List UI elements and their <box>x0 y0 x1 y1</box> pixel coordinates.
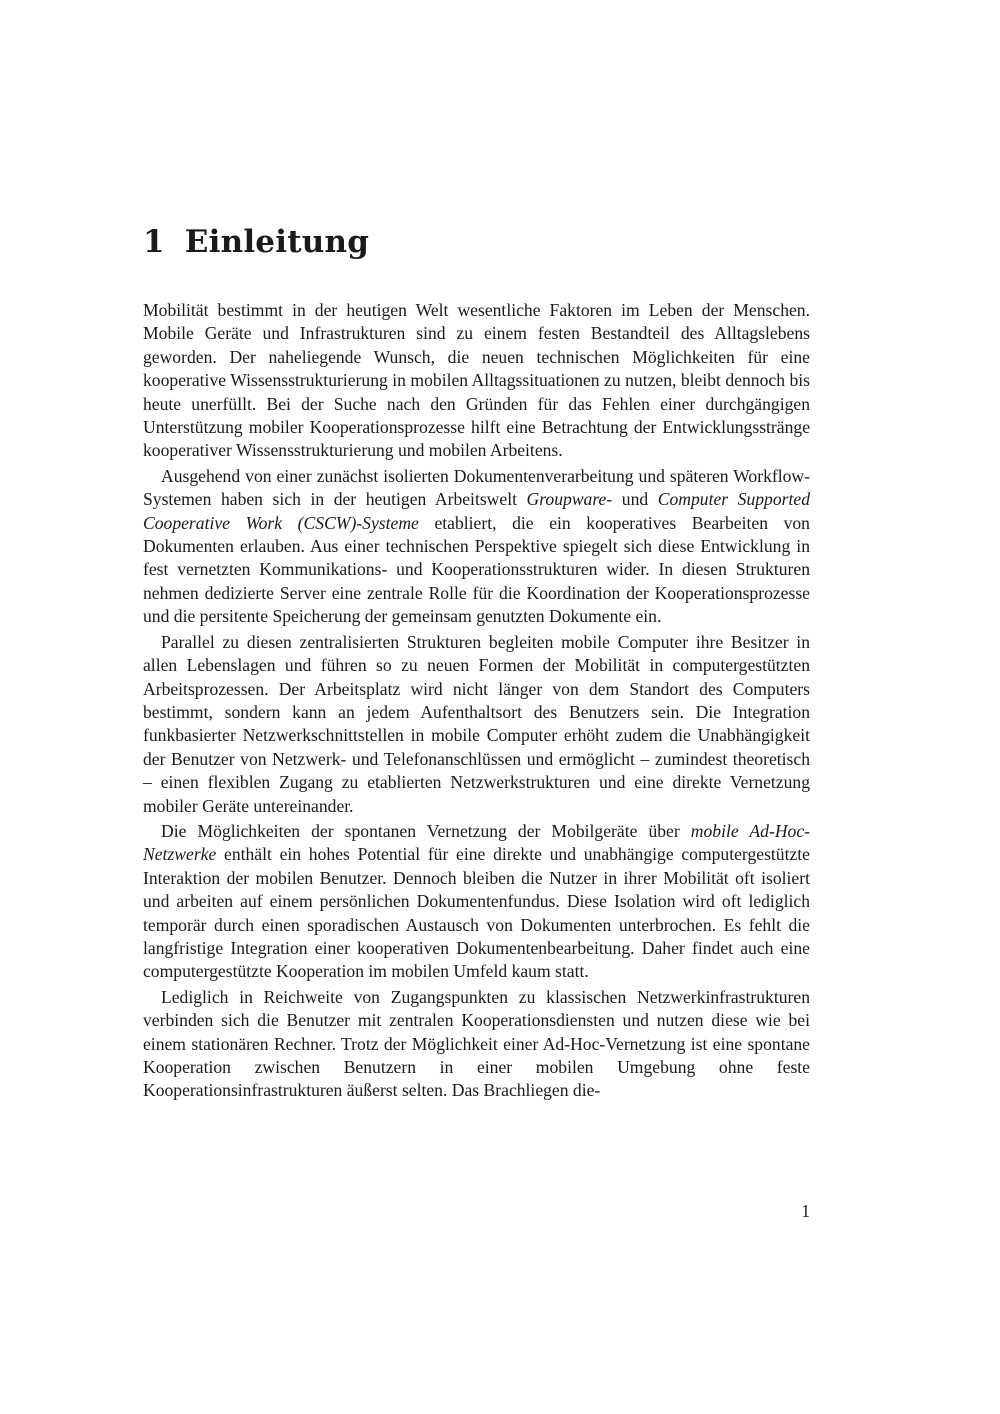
text-run: Lediglich in Reichweite von Zugangspunkten zu klassischen Netzwerkinfrastrukturen verbinden sich die Benutzer mit zentralen Kooperationsdiensten und nutzen diese wie bei einem stationären Rechner. Trotz der Möglichkeit einer Ad-Hoc-Vernetzung ist eine spontane Kooperation zwischen Benutzern in einer mobilen Umgebung ohne feste Kooperationsinfrastrukturen äußerst selten. Das Brachliegen die- <box>143 986 810 1101</box>
text-run: etabliert, die ein kooperatives Bearbeiten von Dokumenten erlauben. Aus einer technischen Perspektive spiegelt sich diese Entwicklung in fest vernetzten Kommunikations- und Kooperationsstrukturen wider. In diesen Strukturen nehmen dedizierte Server eine zentrale Rolle für die Koordination der Kooperationsprozesse und die persitente Speicherung der gemeinsam genutzten Dokumente ein. <box>143 512 810 627</box>
chapter-heading <box>143 222 369 262</box>
term-groupware: Groupware- <box>526 489 613 510</box>
page-number: 1 <box>801 1201 810 1221</box>
text-run: Mobilität bestimmt in der heutigen Welt wesentliche Faktoren im Leben der Menschen. Mobile Geräte und Infrastrukturen sind zu einem festen Bestandteil des Alltagslebens geworden. Der naheliegende Wunsch, die neuen technischen Möglichkeiten für eine kooperative Wissensstrukturierung in mobilen Alltagssituationen zu nutzen, bleibt dennoch bis heute unerfüllt. Bei der Suche nach den Gründen für das Fehlen einer durchgängigen Unterstützung mobiler Kooperationsprozesse hilft eine Betrachtung der Entwicklungsstränge kooperativer Wissensstrukturierung und mobilen Arbeitens. <box>143 300 810 461</box>
paragraph-2 <box>143 465 810 629</box>
paragraph-1 <box>143 299 810 463</box>
text-run: Parallel zu diesen zentralisierten Strukturen begleiten mobile Computer ihre Besitzer in allen Lebenslagen und führen so zu neuen Formen der Mobilität in computergestützten Arbeitsprozessen. Der Arbeitsplatz wird nicht länger von dem Standort des Computers bestimmt, sondern kann an jedem Aufenthaltsort des Benutzers sein. Die Integration funkbasierter Netzwerkschnittstellen in mobile Computer erhöht zudem die Unabhängigkeit der Benutzer von Netzwerk- und Telefonanschlüssen und ermöglicht – zumindest theoretisch – einen flexiblen Zugang zu etablierten Netzwerkstrukturen und eine direkte Vernetzung mobiler Geräte untereinander. <box>143 631 810 816</box>
text-run: enthält ein hohes Potential für eine direkte und unabhängige computergestützte Interaktion der mobilen Benutzer. Dennoch bleiben die Nutzer in ihrer Mobilität oft isoliert und arbeiten auf einem persönlichen Dokumentenfundus. Diese Isolation wird oft lediglich temporär durch einen sporadischen Austausch von Dokumenten unterbrochen. Es fehlt die langfristige Integration einer kooperativen Dokumentenbearbeitung. Daher findet auch eine computergestützte Kooperation im mobilen Umfeld kaum statt. <box>143 844 810 982</box>
paragraph-5 <box>143 986 810 1103</box>
body-text <box>143 299 810 1103</box>
text-run: Ausgehend von einer zunächst isolierten Dokumentenverarbeitung und späteren Workflow-Systemen haben sich in der heutigen Arbeitswelt <box>143 465 810 510</box>
term-cscw: Computer Supported Cooperative Work (CSCW)-Systeme <box>143 489 810 533</box>
chapter-number: 1 <box>143 224 165 260</box>
paragraph-3 <box>143 631 810 818</box>
text-run: und <box>612 489 658 510</box>
paragraph-4 <box>143 820 810 984</box>
term-mobile-adhoc: mobile Ad-Hoc-Netzwerke <box>143 820 810 865</box>
chapter-title: Einleitung <box>184 224 370 260</box>
text-run: Die Möglichkeiten der spontanen Vernetzung der Mobilgeräte über <box>161 820 691 841</box>
